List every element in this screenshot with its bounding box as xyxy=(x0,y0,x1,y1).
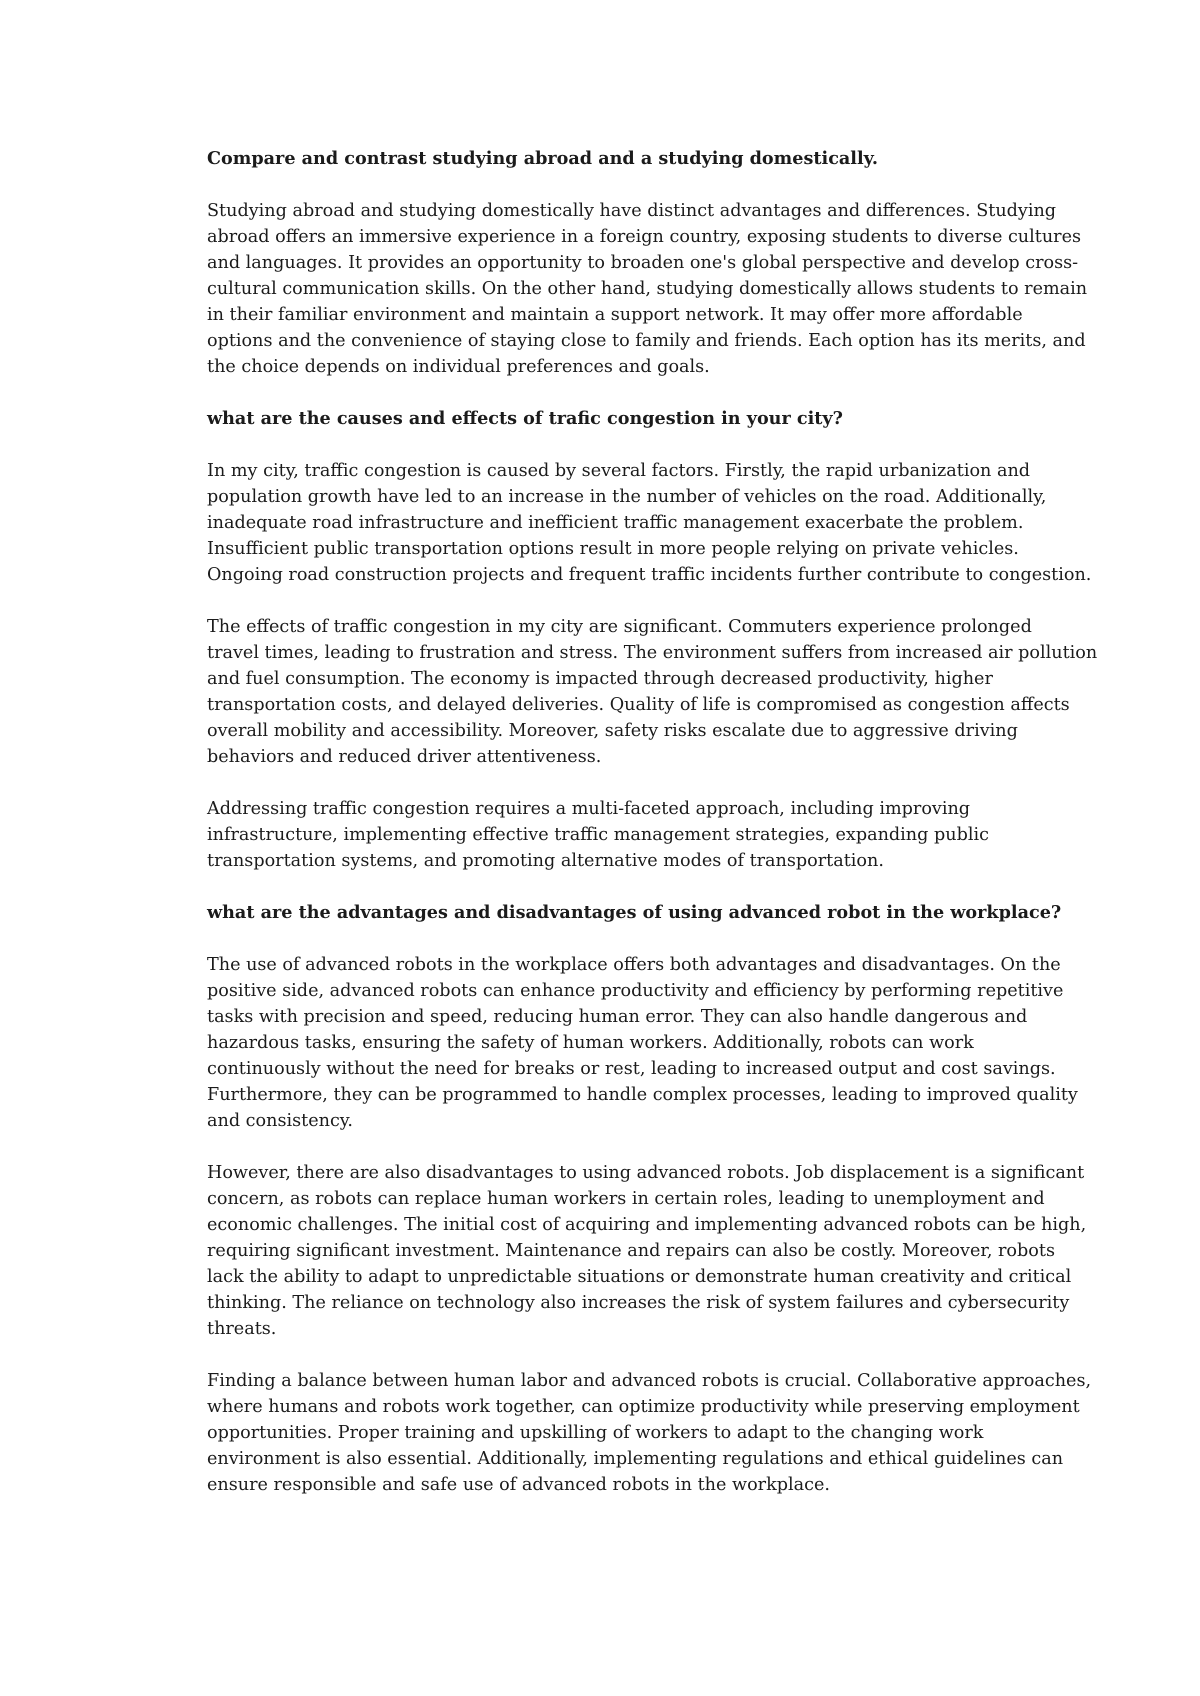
paragraph-line: The use of advanced robots in the workplace offers both advantages and disadvantages. On the xyxy=(207,955,1061,975)
paragraph-line: opportunities. Proper training and upskilling of workers to adapt to the changing work xyxy=(207,1423,984,1443)
paragraph-line: continuously without the need for breaks or rest, leading to increased output and cost savings. xyxy=(207,1059,1056,1079)
paragraph-line: population growth have led to an increase in the number of vehicles on the road. Additionally, xyxy=(207,487,1047,507)
paragraph-line: hazardous tasks, ensuring the safety of human workers. Additionally, robots can work xyxy=(207,1033,974,1053)
paragraph-line: travel times, leading to frustration and stress. The environment suffers from increased air pollution xyxy=(207,643,1098,663)
paragraph-line: However, there are also disadvantages to using advanced robots. Job displacement is a significant xyxy=(207,1163,1085,1183)
paragraph-line: Finding a balance between human labor and advanced robots is crucial. Collaborative approaches, xyxy=(207,1371,1092,1391)
paragraph-line: inadequate road infrastructure and inefficient traffic management exacerbate the problem. xyxy=(207,513,1024,533)
paragraph-line: requiring significant investment. Maintenance and repairs can also be costly. Moreover, robots xyxy=(207,1241,1055,1261)
paragraph-line: Addressing traffic congestion requires a multi-faceted approach, including improving xyxy=(207,799,971,819)
paragraph-line: options and the convenience of staying close to family and friends. Each option has its merits, and xyxy=(207,331,1086,351)
paragraph-line: Studying abroad and studying domestically have distinct advantages and differences. Studying xyxy=(207,201,1057,221)
paragraph-line: abroad offers an immersive experience in a foreign country, exposing students to diverse cultures xyxy=(207,227,1082,247)
paragraph xyxy=(207,1368,1092,1498)
paragraph-line: and fuel consumption. The economy is impacted through decreased productivity, higher xyxy=(207,669,993,689)
paragraph-line: ensure responsible and safe use of advanced robots in the workplace. xyxy=(207,1475,830,1495)
paragraph-line: where humans and robots work together, can optimize productivity while preserving employment xyxy=(207,1397,1080,1417)
paragraph-line: In my city, traffic congestion is caused by several factors. Firstly, the rapid urbanization and xyxy=(207,461,1031,481)
paragraph-line: in their familiar environment and maintain a support network. It may offer more affordable xyxy=(207,305,1023,325)
paragraph-line: transportation costs, and delayed deliveries. Quality of life is compromised as congestion affects xyxy=(207,695,1070,715)
paragraph-line: infrastructure, implementing effective traffic management strategies, expanding public xyxy=(207,825,989,845)
paragraph-line: and consistency. xyxy=(207,1111,353,1131)
paragraph-line: Furthermore, they can be programmed to handle complex processes, leading to improved quality xyxy=(207,1085,1078,1105)
section-heading: what are the causes and effects of trafic congestion in your city? xyxy=(207,408,843,429)
section-heading: what are the advantages and disadvantages of using advanced robot in the workplace? xyxy=(207,902,1062,923)
paragraph xyxy=(207,952,1092,1134)
section-heading: Compare and contrast studying abroad and a studying domestically. xyxy=(207,148,879,169)
paragraph-line: concern, as robots can replace human workers in certain roles, leading to unemployment and xyxy=(207,1189,1045,1209)
paragraph-line: cultural communication skills. On the other hand, studying domestically allows students to remain xyxy=(207,279,1088,299)
paragraph-line: The effects of traffic congestion in my city are significant. Commuters experience prolonged xyxy=(207,617,1032,637)
paragraph-line: threats. xyxy=(207,1319,277,1339)
paragraph-line: Ongoing road construction projects and frequent traffic incidents further contribute to congestion. xyxy=(207,565,1092,585)
paragraph xyxy=(207,198,1092,380)
paragraph-line: tasks with precision and speed, reducing human error. They can also handle dangerous and xyxy=(207,1007,1028,1027)
document-body xyxy=(207,146,1098,1524)
paragraph-line: behaviors and reduced driver attentiveness. xyxy=(207,747,602,767)
paragraph-line: positive side, advanced robots can enhance productivity and efficiency by performing repetitive xyxy=(207,981,1064,1001)
paragraph-line: Insufficient public transportation options result in more people relying on private vehicles. xyxy=(207,539,1019,559)
paragraph-line: transportation systems, and promoting alternative modes of transportation. xyxy=(207,851,884,871)
paragraph xyxy=(207,796,1092,874)
paragraph-line: economic challenges. The initial cost of acquiring and implementing advanced robots can be high, xyxy=(207,1215,1087,1235)
paragraph xyxy=(207,1160,1092,1342)
paragraph-line: overall mobility and accessibility. Moreover, safety risks escalate due to aggressive driving xyxy=(207,721,1018,741)
paragraph-line: and languages. It provides an opportunity to broaden one's global perspective and develop cross- xyxy=(207,253,1079,273)
paragraph-line: thinking. The reliance on technology also increases the risk of system failures and cybersecurity xyxy=(207,1293,1070,1313)
paragraph-line: environment is also essential. Additionally, implementing regulations and ethical guidelines can xyxy=(207,1449,1064,1469)
paragraph xyxy=(207,614,1098,770)
paragraph xyxy=(207,458,1092,588)
paragraph-line: lack the ability to adapt to unpredictable situations or demonstrate human creativity and critical xyxy=(207,1267,1072,1287)
paragraph-line: the choice depends on individual preferences and goals. xyxy=(207,357,710,377)
